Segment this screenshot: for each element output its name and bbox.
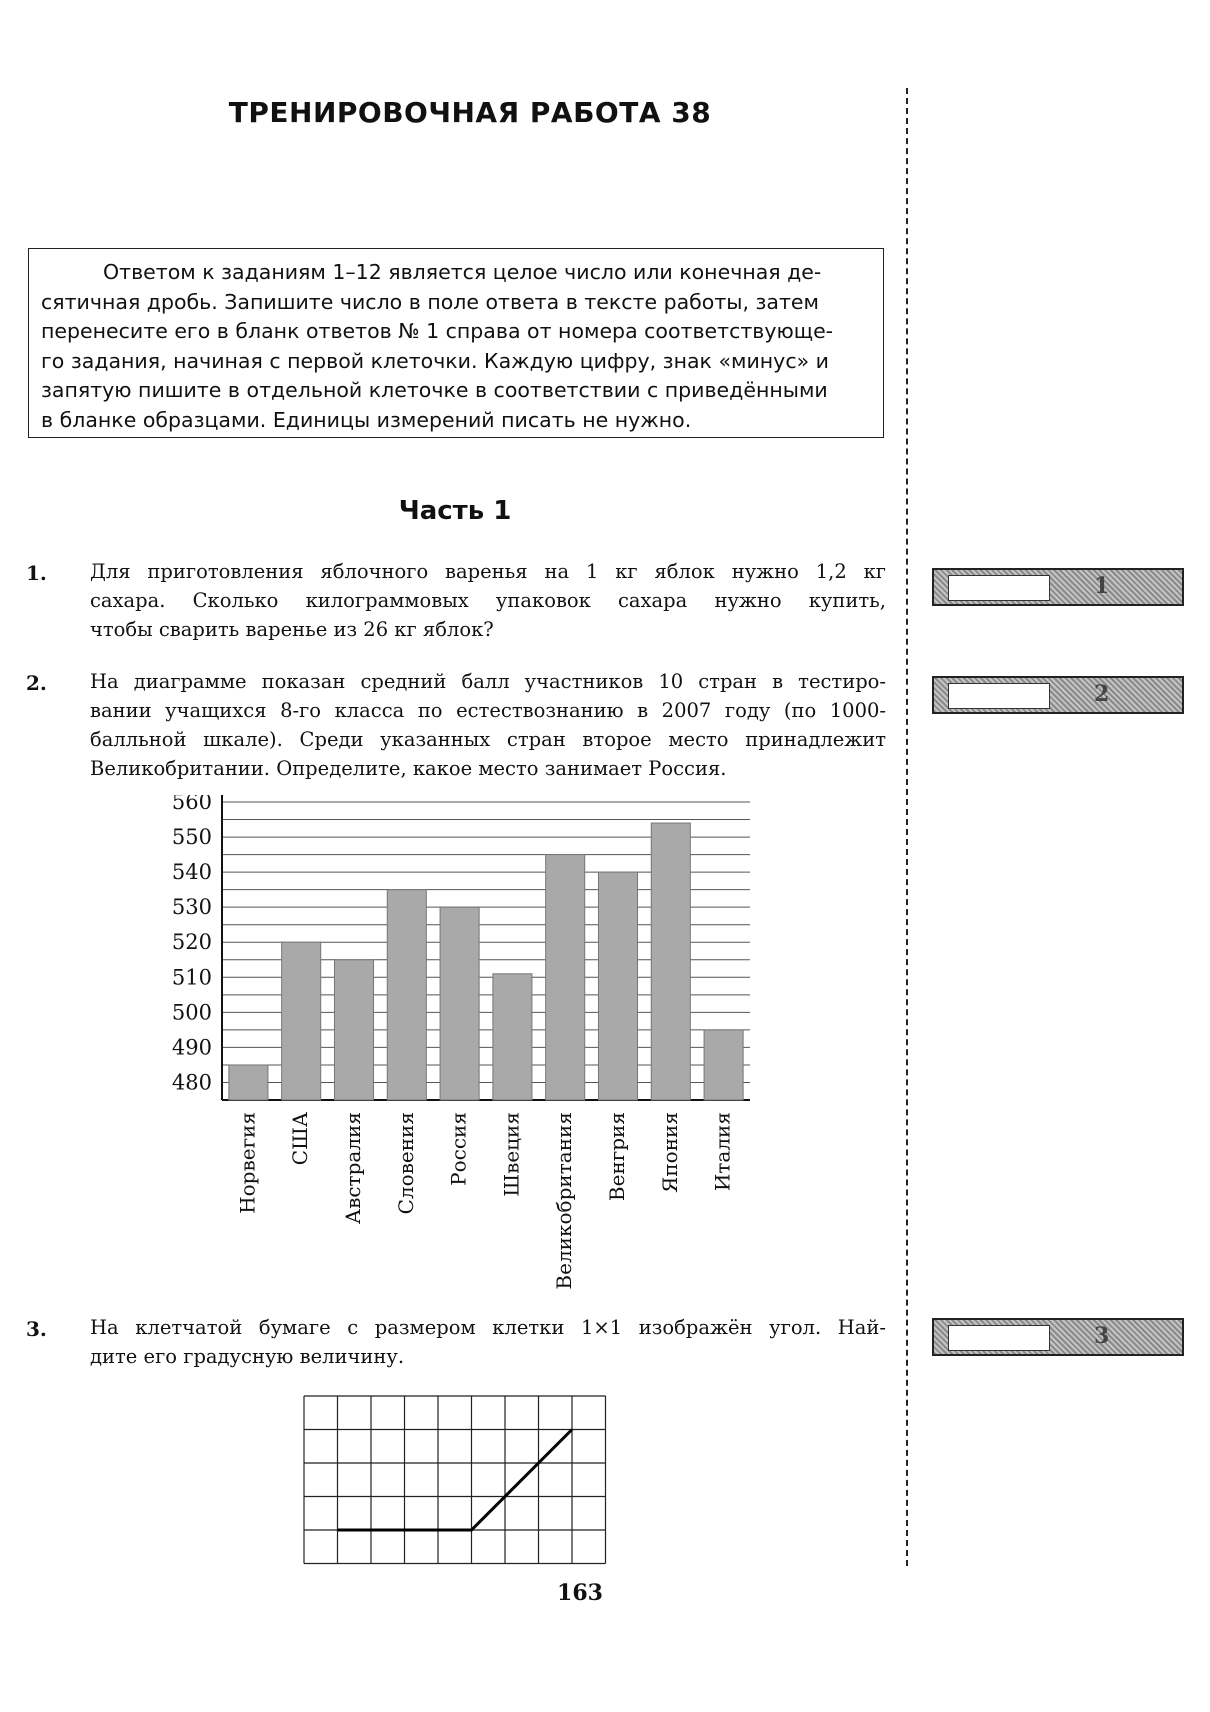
bar	[598, 872, 637, 1100]
answer-field-number: 2	[1094, 681, 1110, 707]
answer-cell[interactable]	[948, 1325, 1050, 1351]
y-tick-label: 510	[171, 965, 212, 990]
bar	[229, 1065, 268, 1100]
category-label: Италия	[710, 1112, 735, 1192]
bar	[387, 890, 426, 1100]
instructions-line: Ответом к заданиям 1–12 является целое число или конечная де-	[103, 260, 822, 284]
instructions-line: перенесите его в бланк ответов № 1 справа от номера соответствующе-	[41, 319, 834, 343]
y-tick-label: 530	[171, 895, 212, 920]
angle-grid-figure	[300, 1392, 610, 1568]
score-bar-chart	[150, 795, 760, 1295]
category-label: Япония	[657, 1112, 682, 1193]
task-3-number: 3.	[26, 1317, 47, 1341]
y-tick-label: 490	[171, 1035, 212, 1060]
instructions-line: запятую пишите в отдельной клеточке в соответствии с приведёнными	[41, 378, 828, 402]
y-tick-label: 540	[171, 860, 212, 885]
y-tick-label: 480	[171, 1070, 212, 1095]
task-2-line: На диаграмме показан средний балл участников 10 стран в тестиро-	[90, 670, 886, 693]
task-1-text	[90, 557, 886, 644]
task-2-number: 2.	[26, 671, 47, 695]
angle-line	[338, 1430, 573, 1531]
category-label: Австралия	[341, 1112, 365, 1225]
category-label: Россия	[446, 1112, 471, 1186]
bar	[704, 1030, 743, 1100]
bar	[440, 907, 479, 1100]
task-1-number: 1.	[26, 561, 47, 585]
category-label: Норвегия	[235, 1112, 260, 1214]
task-3-line: дите его градусную величину.	[90, 1345, 405, 1368]
answer-field-2[interactable]	[932, 676, 1184, 714]
task-2-text	[90, 667, 886, 783]
bar	[651, 823, 690, 1100]
y-tick-label: 560	[171, 795, 212, 815]
answer-field-number: 3	[1094, 1323, 1110, 1349]
bar	[282, 942, 321, 1100]
task-2-line: балльной шкале). Среди указанных стран второе место принадлежит	[90, 728, 886, 751]
page-title: ТРЕНИРОВОЧНАЯ РАБОТА 38	[228, 96, 712, 129]
bar	[334, 960, 373, 1100]
category-label: Венгрия	[605, 1112, 629, 1202]
category-label: Швеция	[499, 1112, 524, 1197]
category-label: Словения	[393, 1112, 418, 1215]
y-tick-label: 550	[171, 825, 212, 850]
task-1-line: чтобы сварить варенье из 26 кг яблок?	[90, 618, 494, 641]
y-tick-label: 520	[171, 930, 212, 955]
answer-field-3[interactable]	[932, 1318, 1184, 1356]
task-3-text	[90, 1313, 886, 1371]
task-1-line: сахара. Сколько килограммовых упаковок сахара нужно купить,	[90, 589, 886, 612]
task-3-line: На клетчатой бумаге с размером клетки 1×1 изображён угол. Най-	[90, 1316, 886, 1339]
category-label: Великобритания	[552, 1112, 577, 1290]
task-2-line: вании учащихся 8-го класса по естествознанию в 2007 году (по 1000-	[90, 699, 886, 722]
answer-cell[interactable]	[948, 575, 1050, 601]
answer-field-number: 1	[1094, 573, 1110, 599]
instructions-line: в бланке образцами. Единицы измерений писать не нужно.	[41, 407, 692, 432]
bar	[546, 855, 585, 1100]
y-tick-label: 500	[171, 1000, 212, 1025]
page-number: 163	[557, 1580, 603, 1606]
part-title: Часть 1	[398, 496, 512, 526]
cut-line	[906, 88, 908, 1566]
task-1-line: Для приготовления яблочного варенья на 1 кг яблок нужно 1,2 кг	[90, 560, 886, 583]
instructions-line: го задания, начиная с первой клеточки. Каждую цифру, знак «минус» и	[41, 348, 829, 373]
category-label: США	[288, 1112, 313, 1166]
answer-field-1[interactable]	[932, 568, 1184, 606]
instructions-box	[28, 248, 884, 438]
task-2-line: Великобритании. Определите, какое место занимает Россия.	[90, 757, 727, 780]
answer-cell[interactable]	[948, 683, 1050, 709]
instructions-line: сятичная дробь. Запишите число в поле ответа в тексте работы, затем	[41, 289, 819, 314]
bar	[493, 974, 532, 1100]
